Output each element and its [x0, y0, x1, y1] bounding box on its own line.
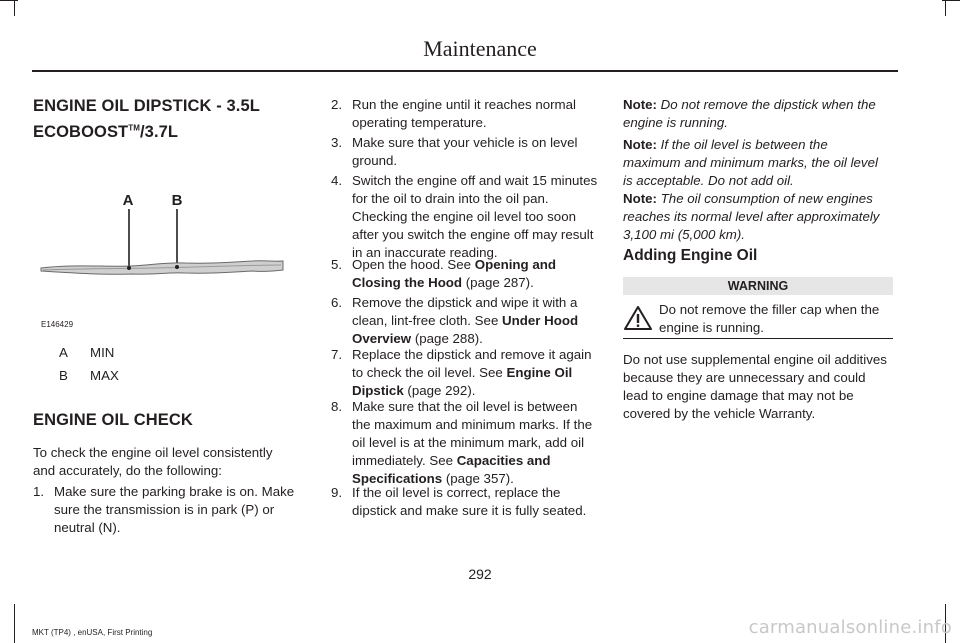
note-line — [623, 190, 879, 208]
step-line: in an inaccurate reading. — [352, 245, 498, 260]
step-text-span: Open the hood. See — [352, 257, 475, 272]
step-text — [352, 256, 556, 292]
step-text — [352, 294, 578, 348]
step-line: neutral (N). — [54, 520, 121, 535]
step-line — [352, 452, 592, 470]
page-ref: (page 288). — [411, 331, 483, 346]
step-line: Make sure that your vehicle is on level — [352, 135, 578, 150]
page-ref: (page 292). — [403, 383, 476, 398]
note-text: reaches its normal level after approximately — [623, 209, 880, 224]
xref-engine-oil-dipstick[interactable]: Dipstick — [352, 383, 404, 398]
step-text-span: immediately. See — [352, 453, 457, 468]
xref-opening-closing-hood[interactable]: Closing the Hood — [352, 275, 463, 290]
crop-mark — [14, 0, 15, 16]
step-line: Checking the engine oil level too soon — [352, 209, 576, 224]
warning-text — [659, 301, 879, 337]
step-line: oil level is at the minimum mark, add oil — [352, 435, 585, 450]
note-text: maximum and minimum marks, the oil level — [623, 155, 878, 170]
crop-mark — [14, 604, 15, 643]
step-line: Run the engine until it reaches normal — [352, 97, 576, 112]
step-line — [352, 274, 556, 292]
step-line: ground. — [352, 153, 398, 168]
xref-under-hood-overview[interactable]: Overview — [352, 331, 412, 346]
page-number: 292 — [468, 566, 492, 582]
note-line — [623, 136, 878, 154]
crop-mark — [0, 0, 18, 1]
note-text: If the oil level is between the — [656, 137, 828, 152]
intro-line: and accurately, do the following: — [33, 463, 222, 478]
step-line: Switch the engine off and wait 15 minutes — [352, 173, 598, 188]
warning-rule — [623, 338, 893, 339]
note-text: engine is running. — [623, 115, 728, 130]
step-line — [352, 256, 556, 274]
page-ref: (page 287). — [462, 275, 534, 290]
step-number: 5. — [331, 257, 343, 272]
xref-under-hood-overview[interactable]: Under Hood — [502, 313, 579, 328]
step-number: 7. — [331, 347, 343, 362]
paragraph-line: covered by the vehicle Warranty. — [623, 406, 816, 421]
step-line: Make sure that the oil level is between — [352, 399, 578, 414]
dipstick-heading-line1: ENGINE OIL DIPSTICK - 3.5L — [33, 97, 260, 115]
step-line: sure the transmission is in park (P) or — [54, 502, 275, 517]
step-text-span: to check the oil level. See — [352, 365, 507, 380]
note-label: Note: — [623, 137, 657, 152]
figure-label-b: B — [171, 192, 183, 209]
figure-label-a: A — [122, 192, 134, 209]
step-line: the maximum and minimum marks. If the — [352, 417, 593, 432]
step-number: 3. — [331, 135, 343, 150]
heading-ecoboost: ECOBOOST — [33, 123, 129, 141]
max-mark — [175, 265, 179, 269]
step-number: 9. — [331, 485, 343, 500]
watermark: carmanualsonline.info — [748, 617, 952, 638]
step-line: dipstick and make sure it is fully seated. — [352, 503, 587, 518]
legend-letter-a: A — [59, 345, 68, 360]
note-oil-consumption — [623, 190, 879, 244]
step-number: 2. — [331, 97, 343, 112]
step-number: 8. — [331, 399, 343, 414]
warning-line: Do not remove the filler cap when the — [659, 302, 880, 317]
oil-check-heading: ENGINE OIL CHECK — [33, 411, 193, 429]
note-label: Note: — [623, 97, 657, 112]
warning-line: engine is running. — [659, 320, 764, 335]
note-label: Note: — [623, 191, 657, 206]
step-text — [54, 483, 294, 537]
xref-capacities-specifications[interactable]: Capacities and — [456, 453, 551, 468]
note-oil-level — [623, 136, 878, 190]
legend-value-max: MAX — [90, 368, 119, 383]
note-text: Do not remove the dipstick when the — [656, 97, 876, 112]
trademark-mark: TM — [128, 123, 140, 133]
step-text — [352, 172, 597, 262]
edition-info: MKT (TP4) , enUSA, First Printing — [32, 628, 153, 637]
step-number: 4. — [331, 173, 343, 188]
dipstick-figure — [33, 182, 288, 332]
step-text — [352, 346, 591, 400]
step-text — [352, 96, 576, 132]
note-text: 3,100 mi (5,000 km). — [623, 227, 745, 242]
page-header-title: Maintenance — [423, 36, 537, 61]
legend-value-min: MIN — [90, 345, 115, 360]
crop-mark — [945, 0, 946, 16]
step-text — [352, 398, 592, 488]
note-line — [623, 96, 876, 114]
header-rule — [32, 70, 898, 72]
xref-opening-closing-hood[interactable]: Opening and — [474, 257, 556, 272]
adding-oil-heading: Adding Engine Oil — [623, 247, 758, 264]
warning-icon — [623, 305, 653, 336]
step-text — [352, 484, 586, 520]
note-dipstick — [623, 96, 876, 132]
step-number: 1. — [33, 484, 45, 499]
xref-capacities-specifications[interactable]: Specifications — [352, 471, 443, 486]
heading-engine: /3.7L — [140, 123, 179, 141]
intro-paragraph — [33, 444, 272, 480]
step-line: Make sure the parking brake is on. Make — [54, 484, 295, 499]
step-line: operating temperature. — [352, 115, 487, 130]
step-line: after you switch the engine off may result — [352, 227, 594, 242]
figure-id: E146429 — [41, 320, 74, 329]
paragraph-line: lead to engine damage that may not be — [623, 388, 854, 403]
paragraph-line: because they are unnecessary and could — [623, 370, 866, 385]
step-text — [352, 134, 577, 170]
additives-paragraph — [623, 351, 887, 423]
step-text-span: clean, lint-free cloth. See — [352, 313, 503, 328]
dipstick-illustration — [33, 182, 288, 332]
paragraph-line: Do not use supplemental engine oil additives — [623, 352, 887, 367]
step-line: Remove the dipstick and wipe it with a — [352, 295, 578, 310]
step-line: Replace the dipstick and remove it again — [352, 347, 592, 362]
step-number: 6. — [331, 295, 343, 310]
step-line — [352, 364, 591, 382]
min-mark — [127, 266, 131, 270]
note-text: The oil consumption of new engines — [656, 191, 873, 206]
step-line: for the oil to drain into the oil pan. — [352, 191, 549, 206]
intro-line: To check the engine oil level consistently — [33, 445, 273, 460]
step-line — [352, 312, 578, 330]
warning-header: WARNING — [623, 277, 893, 295]
note-text: is acceptable. Do not add oil. — [623, 173, 794, 188]
legend-letter-b: B — [59, 368, 68, 383]
step-line: If the oil level is correct, replace the — [352, 485, 561, 500]
xref-engine-oil-dipstick[interactable]: Engine Oil — [506, 365, 573, 380]
dipstick-heading-line2 — [33, 123, 178, 142]
page-ref: (page 357). — [442, 471, 514, 486]
